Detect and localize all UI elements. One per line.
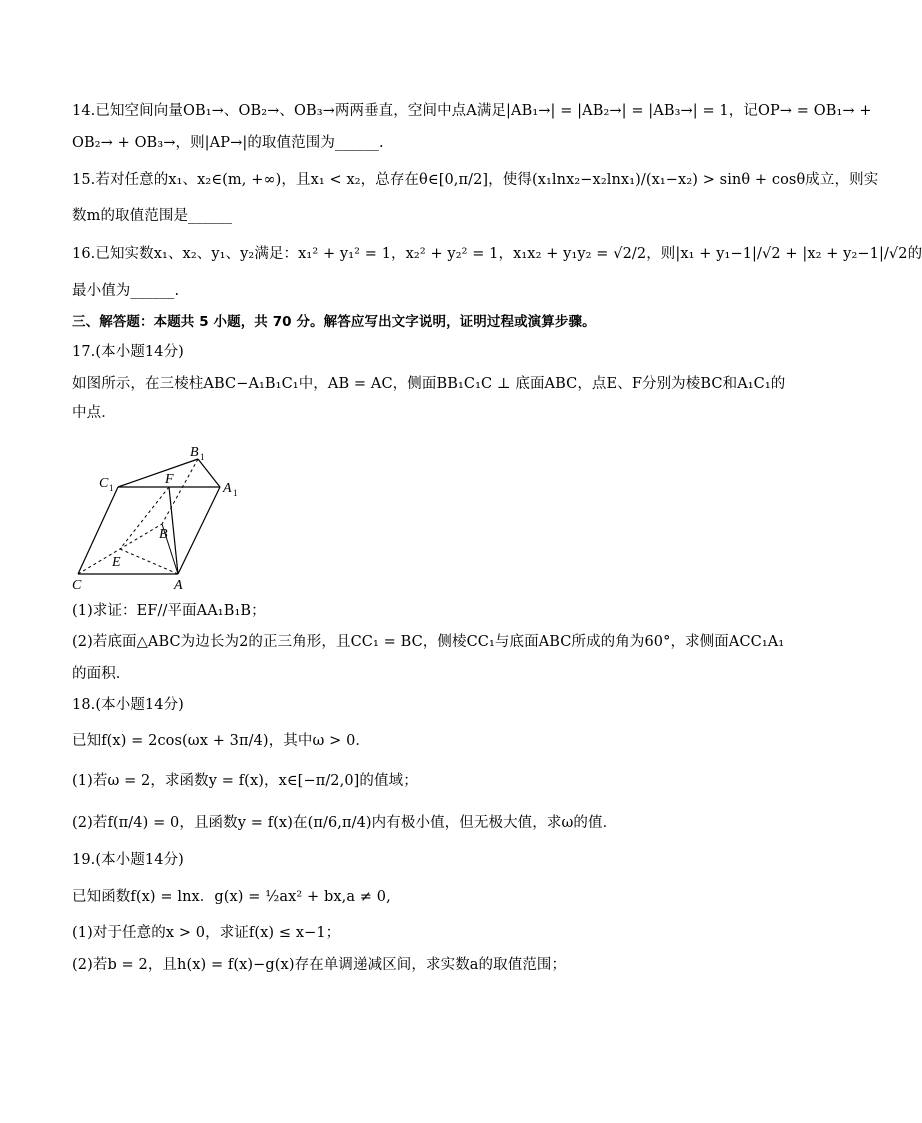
q15-line1: 15.若对任意的x₁、x₂∈(m, +∞)，且x₁ < x₂，总存在θ∈[0,π/2]，使得(x₁lnx₂−x₂lnx₁)/(x₁−x₂) > sinθ + cosθ成立，则实 [72, 172, 879, 188]
section-3-heading: 三、解答题：本题共 5 小题，共 70 分。解答应写出文字说明，证明过程或演算步骤。 [72, 314, 596, 330]
q17-stem-line1: 如图所示，在三棱柱ABC−A₁B₁C₁中，AB = AC，侧面BB₁C₁C ⊥ 底面ABC，点E、F分别为棱BC和A₁C₁的 [72, 376, 786, 392]
q18-header: 18.(本小题14分) [72, 697, 184, 713]
label-C: C [72, 578, 82, 593]
q17-part1: (1)求证：EF//平面AA₁B₁B； [72, 603, 266, 619]
q16-line1: 16.已知实数x₁、x₂、y₁、y₂满足：x₁² + y₁² = 1，x₂² + y₂² = 1，x₁x₂ + y₁y₂ = √2/2，则|x₁ + y₁−1|/√2 + |x₂ + y₂−1|/√2的 [72, 246, 922, 262]
q14-line1: 14.已知空间向量OB₁→、OB₂→、OB₃→两两垂直，空间中点A满足|AB₁→| = |AB₂→| = |AB₃→| = 1，记OP→ = OB₁→ + [72, 103, 872, 119]
q15-line2: 数m的取值范围是______ [72, 208, 233, 224]
label-A1: A [223, 481, 232, 496]
label-B1-sub: 1 [200, 452, 205, 462]
label-A: A [174, 578, 183, 593]
label-E: E [112, 555, 121, 570]
q18-part1: (1)若ω = 2，求函数y = f(x)，x∈[−π/2,0]的值域； [72, 773, 418, 789]
q17-part2-line2: 的面积． [72, 666, 131, 682]
q17-part2-line1: (2)若底面△ABC为边长为2的正三角形，且CC₁ = BC，侧棱CC₁与底面ABC所成的角为60°，求侧面ACC₁A₁ [72, 634, 785, 650]
label-C1-sub: 1 [109, 483, 114, 493]
q19-part2: (2)若b = 2，且h(x) = f(x)−g(x)存在单调递减区间，求实数a的取值范围； [72, 957, 567, 973]
q14-line2: OB₂→ + OB₃→，则|AP→|的取值范围为______. [72, 135, 384, 151]
q18-part2: (2)若f(π/4) = 0，且函数y = f(x)在(π/6,π/4)内有极小值，但无极大值，求ω的值． [72, 815, 618, 831]
label-A1-sub: 1 [233, 488, 238, 498]
label-C1: C [99, 476, 109, 491]
q19-part1: (1)对于任意的x > 0，求证f(x) ≤ x−1； [72, 925, 341, 941]
q16-line2: 最小值为______. [72, 283, 180, 299]
q17-stem-line2: 中点． [72, 405, 116, 421]
label-B: B [159, 527, 168, 542]
label-B1: B [190, 445, 199, 460]
q19-header: 19.(本小题14分) [72, 852, 184, 868]
prism-figure [70, 432, 250, 592]
q17-header: 17.(本小题14分) [72, 344, 184, 360]
q19-stem: 已知函数f(x) = lnx．g(x) = ½ax² + bx,a ≠ 0, [72, 889, 391, 905]
label-F: F [165, 472, 174, 487]
q18-stem: 已知f(x) = 2cos(ωx + 3π/4)，其中ω > 0． [72, 733, 371, 749]
